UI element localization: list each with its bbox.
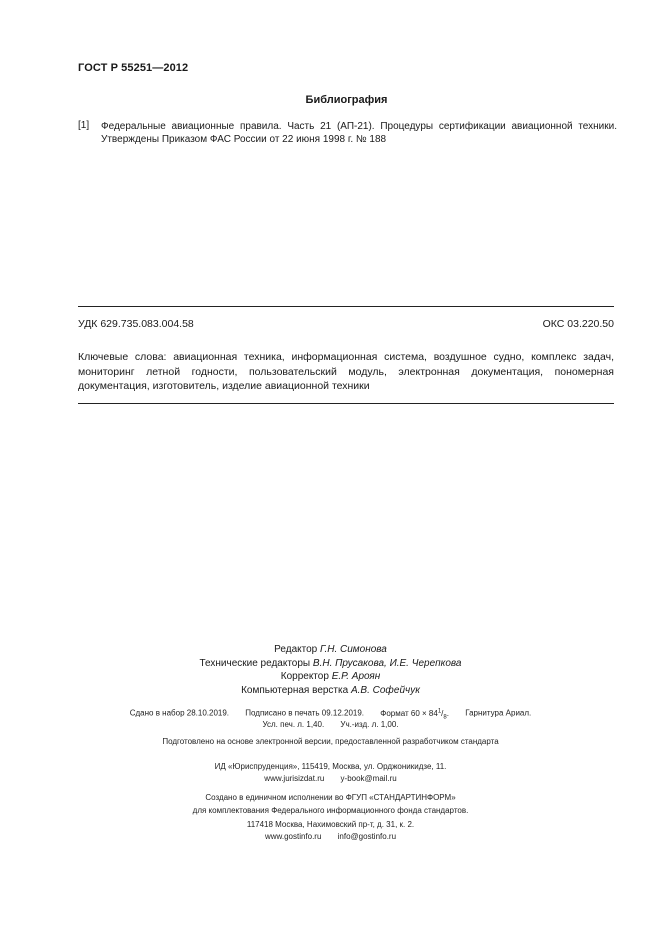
imprint-address: 117418 Москва, Нахимовский пр-т, д. 31, к. 2. xyxy=(246,820,415,829)
credit-layout xyxy=(0,684,661,698)
credits-block xyxy=(0,643,661,697)
credit-tech-editors xyxy=(0,657,661,671)
gostinfo-website-link[interactable]: www.gostinfo.ru xyxy=(264,832,322,841)
imprint-submitted: Сдано в набор 28.10.2019. xyxy=(129,708,230,718)
imprint-line-1 xyxy=(0,708,661,720)
credit-corrector-name: Е.Р. Ароян xyxy=(331,671,381,682)
imprint-format: Формат $60 \times 84^1/_8$. xyxy=(380,708,449,721)
bibliography-title xyxy=(0,94,661,106)
imprint-line-2 xyxy=(0,720,661,729)
gostinfo-email-link[interactable]: info@gostinfo.ru xyxy=(337,832,397,841)
credit-corrector xyxy=(0,670,661,684)
credit-corrector-label: Корректор xyxy=(280,671,329,682)
imprint-edit-sheets: Уч.-изд. л. 1,00. xyxy=(340,720,399,729)
credit-tech-label: Технические редакторы xyxy=(199,657,311,669)
credit-layout-label: Компьютерная верстка xyxy=(241,684,349,696)
publisher-website-link[interactable]: www.jurisizdat.ru xyxy=(264,774,325,783)
imprint-created-2: для комплектования Федерального информационного фонда стандартов. xyxy=(192,806,469,815)
credit-editor xyxy=(0,643,661,657)
publisher-email-link[interactable]: y-book@mail.ru xyxy=(340,774,397,783)
bibliography-entry-number: [1] xyxy=(78,120,90,131)
bibliography-title-text: Библиография xyxy=(305,94,388,106)
imprint-contacts xyxy=(0,832,661,841)
document-code: ГОСТ Р 55251—2012 xyxy=(78,62,189,74)
credit-editor-label: Редактор xyxy=(274,644,318,655)
bibliography-entry-text: Федеральные авиационные правила. Часть 21 (АП-21). Процедуры сертификации авиационной техники. Утверждены Приказом ФАС России от 22 июня 1998 г. № 188 xyxy=(101,121,617,145)
credit-layout-name: А.В. Софейчук xyxy=(350,684,420,696)
imprint-created: Создано в единичном исполнении во ФГУП «СТАНДАРТИНФОРМ» xyxy=(205,793,456,802)
divider-top xyxy=(78,306,614,307)
imprint-signed: Подписано в печать 09.12.2019. xyxy=(245,708,365,718)
oks-code: ОКС 03.220.50 xyxy=(542,318,614,330)
credit-editor-name: Г.Н. Симонова xyxy=(320,644,387,655)
udk-code: УДК 629.735.083.004.58 xyxy=(78,318,194,330)
imprint-prepared: Подготовлено на основе электронной версии, предоставленной разработчиком стандарта xyxy=(162,737,499,746)
divider-bottom xyxy=(78,403,614,404)
imprint-font: Гарнитура Ариал. xyxy=(465,708,532,718)
imprint-publisher-contacts xyxy=(0,774,661,783)
imprint-print-sheets: Усл. печ. л. 1,40. xyxy=(262,720,325,729)
keywords: Ключевые слова: авиационная техника, информационная система, воздушное судно, комплекс задач, мониторинг летной годности, пользовательский модуль, электронная документация, пономерная документация, изготовитель, изделие авиационной техники xyxy=(78,351,614,392)
imprint-publisher: ИД «Юриспруденция», 115419, Москва, ул. Орджоникидзе, 11. xyxy=(214,762,447,771)
credit-tech-names: В.Н. Прусакова, И.Е. Черепкова xyxy=(312,657,462,669)
